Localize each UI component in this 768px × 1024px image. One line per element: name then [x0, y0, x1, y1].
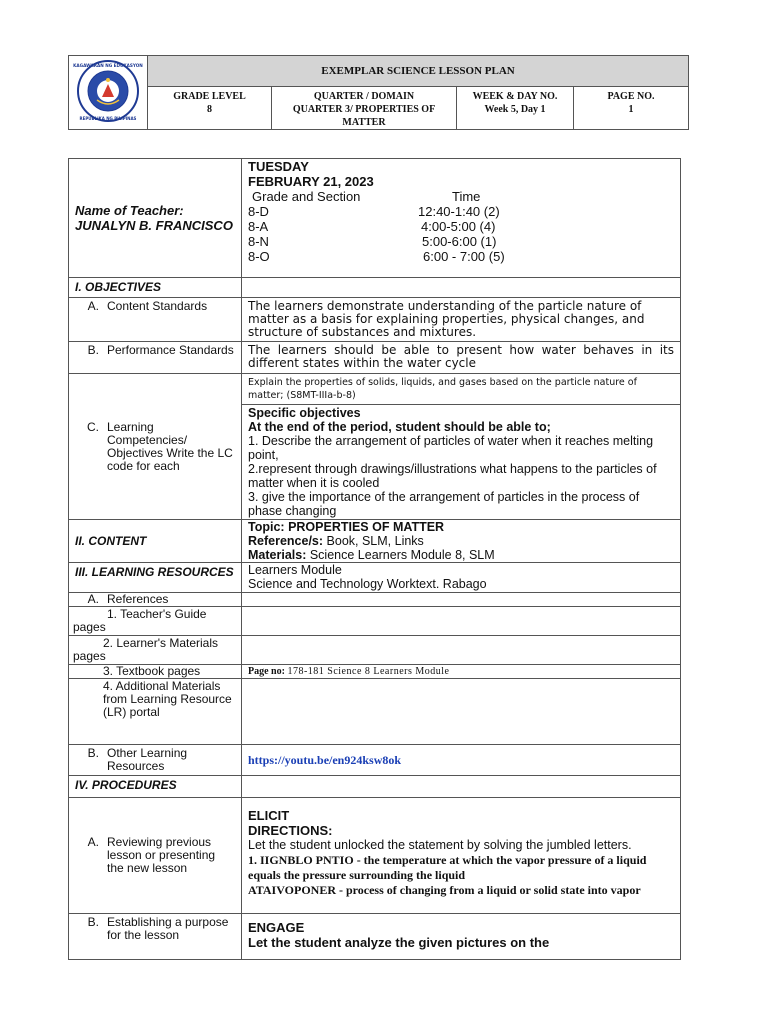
- resources-cell: Learners Module Science and Technology Worktext. Rabago: [242, 563, 681, 593]
- directions-heading: DIRECTIONS:: [248, 823, 333, 838]
- engage-heading: ENGAGE: [248, 920, 305, 935]
- purpose-label: B. Establishing a purpose for the lesson: [69, 914, 242, 960]
- week-label: WEEK & DAY NO.: [472, 91, 558, 102]
- grade-section-label: Grade and Section: [252, 189, 361, 204]
- page-label: PAGE NO.: [607, 91, 655, 102]
- schedule-row: 8-O 6:00 - 7:00 (5): [248, 249, 505, 264]
- topic: PROPERTIES OF MATTER: [288, 520, 445, 534]
- learners-materials-label: 2. Learner's Materials pages: [69, 636, 242, 665]
- engage-cell: [242, 914, 681, 960]
- performance-standards-label: B. Performance Standards: [69, 342, 242, 374]
- schedule-row: 8-A 4:00-5:00 (4): [248, 219, 496, 234]
- content-cell: Topic: PROPERTIES OF MATTER Reference/s: Book, SLM, Links Materials: Science Learners Module 8, SLM: [242, 520, 681, 563]
- content-standards-text: The learners demonstrate understanding of the particle nature of matter as a basis for explaining properties, physical changes, and structure of substances and mixtures.: [242, 298, 681, 342]
- svg-text:REPUBLIKA NG PILIPINAS: REPUBLIKA NG PILIPINAS: [79, 116, 137, 121]
- objectives-blank: [242, 278, 681, 298]
- deped-seal-icon: [71, 58, 145, 124]
- content-heading: II. CONTENT: [69, 520, 242, 563]
- lesson-plan-title: EXEMPLAR SCIENCE LESSON PLAN: [148, 56, 689, 87]
- competencies-cell: [242, 374, 681, 520]
- engage-text: Let the student analyze the given pictures on the: [248, 935, 550, 950]
- date: FEBRUARY 21, 2023: [248, 174, 374, 189]
- performance-standards-text: The learners should be able to present how water behaves in its different states within the water cycle: [242, 342, 681, 374]
- schedule-row: 8-N 5:00-6:00 (1): [248, 234, 497, 249]
- elicit-cell: [242, 798, 681, 914]
- quarter-value: QUARTER 3/ PROPERTIES OF MATTER: [292, 104, 436, 128]
- quarter-cell: [272, 87, 457, 130]
- header-table: [68, 55, 689, 130]
- grade-level-label: GRADE LEVEL: [173, 91, 246, 102]
- textbook-pages: Page no: 178-181 Science 8 Learners Module: [242, 665, 681, 679]
- materials: Science Learners Module 8, SLM: [309, 548, 495, 562]
- elicit-heading: ELICIT: [248, 808, 290, 823]
- grade-level-cell: [148, 87, 272, 130]
- svg-text:KAGAWARAN NG EDUKASYON: KAGAWARAN NG EDUKASYON: [73, 63, 143, 68]
- references: Book, SLM, Links: [326, 534, 424, 548]
- schedule-grid: [248, 189, 674, 264]
- week-value: Week 5, Day 1: [484, 104, 546, 115]
- textbook-label: 3. Textbook pages: [69, 665, 242, 679]
- reviewing-label: A. Reviewing previous lesson or presenting the new lesson: [69, 798, 242, 914]
- day: TUESDAY: [248, 159, 309, 174]
- other-resources-label: B. Other Learning Resources: [69, 745, 242, 776]
- objective-item: 1. Describe the arrangement of particles of water when it reaches melting point,: [248, 434, 654, 462]
- references-label: A. References: [69, 593, 242, 607]
- schedule-row: 8-D 12:40-1:40 (2): [248, 204, 500, 219]
- jumbled-item: 1. IIGNBLO PNTIO - the temperature at which the vapor pressure of a liquid equals the pressure surrounding the liquid: [248, 853, 647, 882]
- page-cell: [574, 87, 689, 130]
- lc-text: Explain the properties of solids, liquids, and gases based on the particle nature of matter; (S8MT-IIIa-b-8): [242, 374, 680, 405]
- directions-text: Let the student unlocked the statement by solving the jumbled letters.: [248, 838, 632, 852]
- additional-materials-label: 4. Additional Materials from Learning Resource (LR) portal: [69, 679, 242, 745]
- content-standards-label: A. Content Standards: [69, 298, 242, 342]
- specific-objectives: Specific objectives At the end of the period, student should be able to; 1. Describe the arrangement of particles of water when it reaches melting point, 2.represent through drawings/illustrations what happens to the particles of matter when it is cooled 3. give the importance of the arrangement of particles in the process of phase changing: [242, 405, 680, 519]
- competencies-label: C. Learning Competencies/ Objectives Write the LC code for each: [69, 374, 242, 520]
- objective-item: 2.represent through drawings/illustrations what happens to the particles of matter when it is cooled: [248, 462, 657, 490]
- quarter-label: QUARTER / DOMAIN: [313, 91, 415, 102]
- schedule-cell: [242, 159, 681, 278]
- teacher-name: JUNALYN B. FRANCISCO: [75, 218, 233, 233]
- teacher-cell: [69, 159, 242, 278]
- time-label: Time: [452, 189, 481, 204]
- deped-seal: [69, 56, 148, 130]
- jumbled-item: ATAIVOPONER - process of changing from a liquid or solid state into vapor: [248, 883, 641, 897]
- objective-item: 3. give the importance of the arrangement of particles in the process of phase changing: [248, 490, 640, 518]
- objectives-heading: I. OBJECTIVES: [69, 278, 242, 298]
- lesson-plan-table: [68, 158, 681, 960]
- procedures-heading: IV. PROCEDURES: [69, 776, 242, 798]
- grade-level-value: 8: [207, 104, 212, 115]
- week-cell: [457, 87, 574, 130]
- teachers-guide-label: 1. Teacher's Guide pages: [69, 607, 242, 636]
- page-value: 1: [628, 104, 634, 115]
- teacher-label: Name of Teacher:: [75, 203, 184, 218]
- youtube-link[interactable]: https://youtu.be/en924ksw8ok: [242, 745, 681, 776]
- resources-heading: III. LEARNING RESOURCES: [69, 563, 242, 593]
